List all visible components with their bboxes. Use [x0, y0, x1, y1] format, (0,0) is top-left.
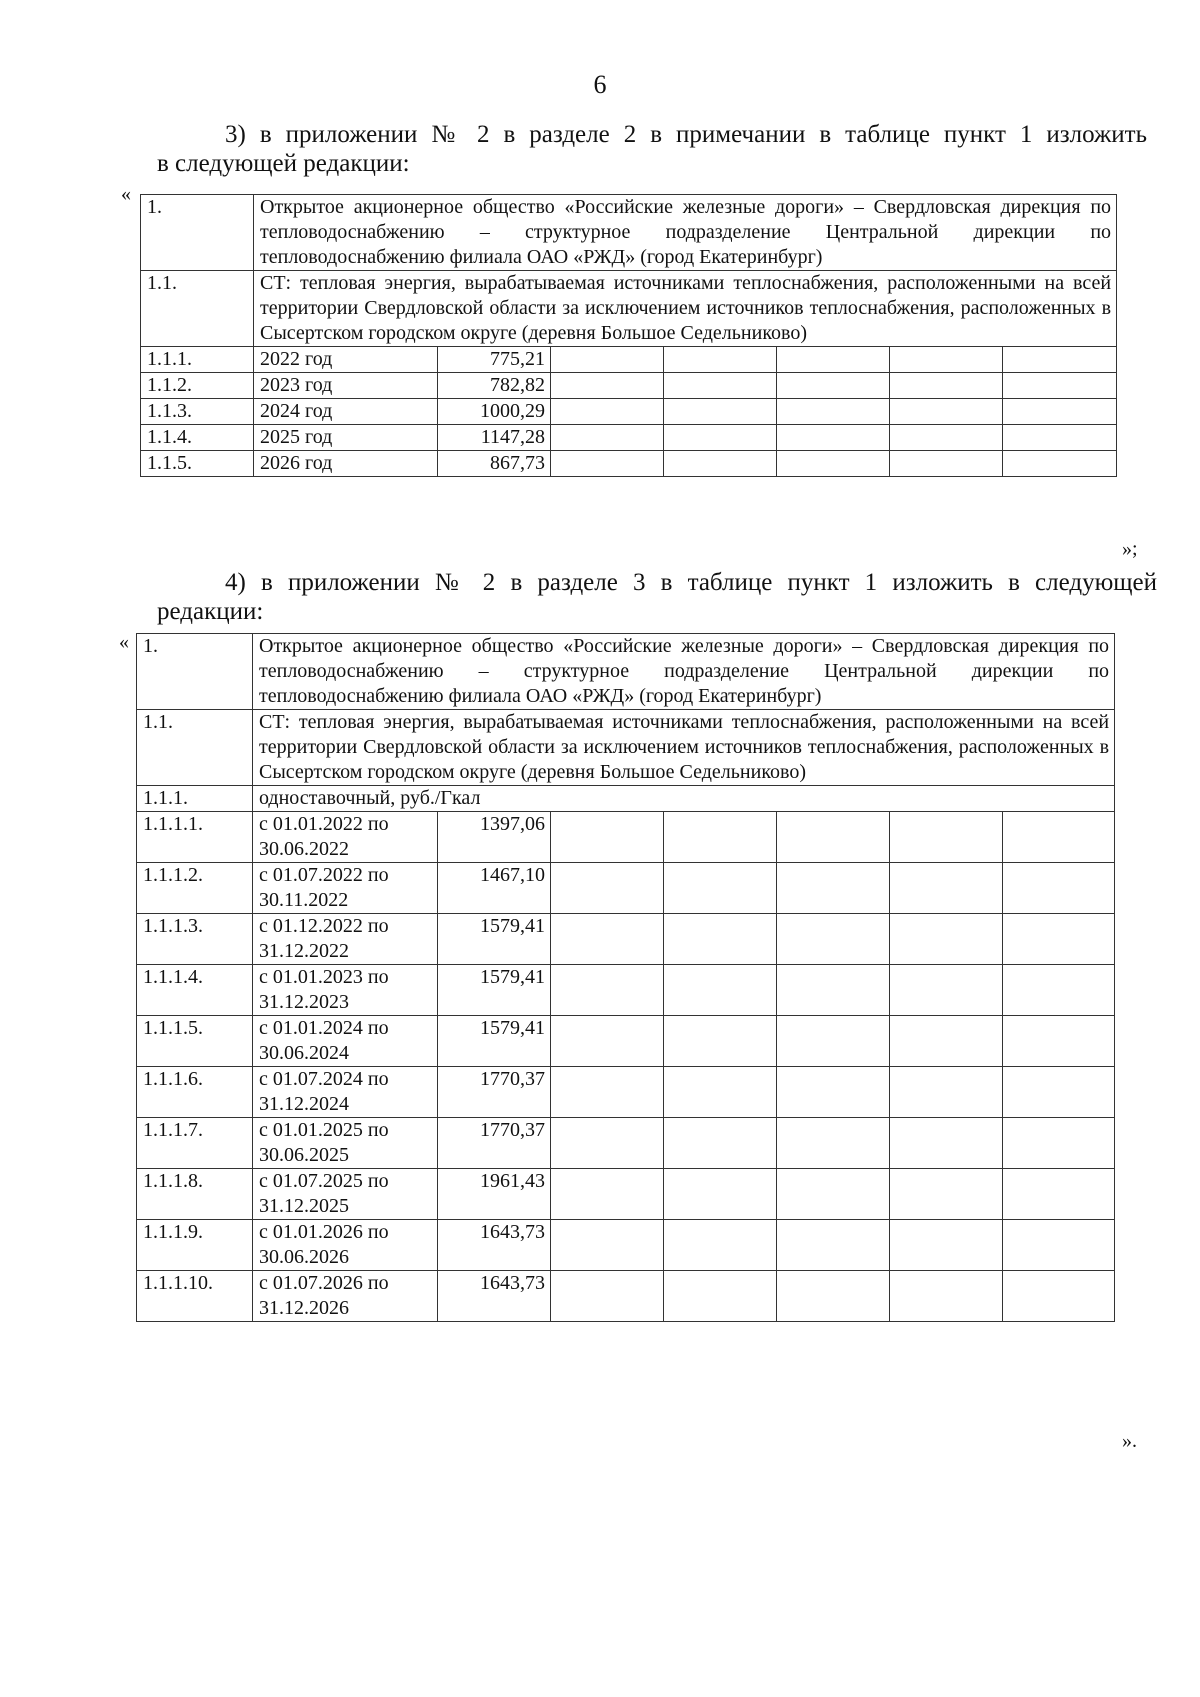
tariff-value: 775,21 — [438, 347, 551, 373]
empty-cell — [664, 1220, 777, 1271]
table-row — [137, 965, 1115, 1016]
section4-intro — [157, 568, 1157, 626]
period: с 01.07.2026 по 31.12.2026 — [253, 1271, 438, 1322]
item-number: 1.1.1. — [137, 786, 253, 812]
table-row — [137, 1016, 1115, 1067]
row-number: 1.1.3. — [141, 399, 254, 425]
empty-cell — [664, 863, 777, 914]
empty-cell — [890, 1169, 1003, 1220]
empty-cell — [551, 373, 664, 399]
empty-cell — [777, 812, 890, 863]
period: с 01.01.2025 по 30.06.2025 — [253, 1118, 438, 1169]
empty-cell — [551, 1016, 664, 1067]
tariff-value: 1467,10 — [438, 863, 551, 914]
table-row — [137, 1118, 1115, 1169]
empty-cell — [890, 373, 1003, 399]
empty-cell — [551, 425, 664, 451]
table-row — [137, 710, 1115, 786]
empty-cell — [664, 425, 777, 451]
empty-cell — [890, 1067, 1003, 1118]
empty-cell — [664, 373, 777, 399]
row-number: 1.1.1.10. — [137, 1271, 253, 1322]
empty-cell — [551, 812, 664, 863]
empty-cell — [1003, 1169, 1115, 1220]
section3-intro-line1: 3) в приложении № 2 в разделе 2 в примечании в таблице пункт 1 изложить — [225, 121, 1147, 148]
empty-cell — [1003, 1067, 1115, 1118]
empty-cell — [777, 347, 890, 373]
heat-source-description: СТ: тепловая энергия, вырабатываемая источниками теплоснабжения, расположенными на всей территории Свердловской области за исключением источников теплоснабжения, расположенных в Сысертском городском округе (деревня Большое Седельниково) — [253, 710, 1115, 786]
empty-cell — [1003, 965, 1115, 1016]
period: с 01.01.2024 по 30.06.2024 — [253, 1016, 438, 1067]
empty-cell — [664, 1016, 777, 1067]
empty-cell — [890, 1118, 1003, 1169]
table-row — [141, 373, 1117, 399]
period: 2022 год — [254, 347, 438, 373]
period: 2025 год — [254, 425, 438, 451]
organization-name: Открытое акционерное общество «Российские железные дороги» – Свердловская дирекция по тепловодоснабжению – структурное подразделение Центральной дирекции по тепловодоснабжению филиала ОАО «РЖД» (город Екатеринбург) — [253, 634, 1115, 710]
tariff-value: 1579,41 — [438, 965, 551, 1016]
empty-cell — [777, 399, 890, 425]
rate-type: одноставочный, руб./Гкал — [253, 786, 1115, 812]
row-number: 1.1.5. — [141, 451, 254, 477]
row-number: 1.1.1.4. — [137, 965, 253, 1016]
organization-name: Открытое акционерное общество «Российские железные дороги» – Свердловская дирекция по тепловодоснабжению – структурное подразделение Центральной дирекции по тепловодоснабжению филиала ОАО «РЖД» (город Екатеринбург) — [254, 195, 1117, 271]
empty-cell — [664, 347, 777, 373]
empty-cell — [777, 373, 890, 399]
empty-cell — [1003, 1220, 1115, 1271]
empty-cell — [551, 1118, 664, 1169]
period: с 01.01.2026 по 30.06.2026 — [253, 1220, 438, 1271]
empty-cell — [777, 1067, 890, 1118]
empty-cell — [890, 1220, 1003, 1271]
tariff-value: 1147,28 — [438, 425, 551, 451]
table-row — [141, 195, 1117, 271]
row-number: 1.1.1. — [141, 347, 254, 373]
section4-intro-line1: 4) в приложении № 2 в разделе 3 в таблице пункт 1 изложить в следующей — [225, 569, 1157, 596]
empty-cell — [777, 1271, 890, 1322]
empty-cell — [1003, 399, 1117, 425]
empty-cell — [890, 914, 1003, 965]
table-row — [141, 451, 1117, 477]
empty-cell — [551, 1220, 664, 1271]
table-row — [137, 1271, 1115, 1322]
row-number: 1.1.1.5. — [137, 1016, 253, 1067]
empty-cell — [777, 425, 890, 451]
table-row — [137, 1169, 1115, 1220]
empty-cell — [890, 451, 1003, 477]
empty-cell — [890, 1016, 1003, 1067]
section4-open-quote: « — [119, 631, 129, 653]
empty-cell — [777, 451, 890, 477]
empty-cell — [890, 347, 1003, 373]
row-number: 1.1.2. — [141, 373, 254, 399]
section4-table — [136, 633, 1115, 1322]
empty-cell — [1003, 425, 1117, 451]
section3-close-quote: »; — [1122, 538, 1138, 560]
empty-cell — [551, 1271, 664, 1322]
tariff-value: 1579,41 — [438, 1016, 551, 1067]
period: с 01.07.2022 по 30.11.2022 — [253, 863, 438, 914]
period: 2026 год — [254, 451, 438, 477]
empty-cell — [1003, 914, 1115, 965]
table-row — [137, 1220, 1115, 1271]
section3-open-quote: « — [121, 183, 131, 205]
empty-cell — [777, 914, 890, 965]
table-row — [137, 634, 1115, 710]
empty-cell — [777, 1220, 890, 1271]
row-number: 1.1.1.1. — [137, 812, 253, 863]
table-row — [141, 425, 1117, 451]
empty-cell — [777, 1118, 890, 1169]
empty-cell — [777, 965, 890, 1016]
row-number: 1.1.1.7. — [137, 1118, 253, 1169]
empty-cell — [890, 965, 1003, 1016]
section3-intro-line2: в следующей редакции: — [157, 150, 410, 177]
section4-intro-line2: редакции: — [157, 598, 264, 625]
empty-cell — [890, 812, 1003, 863]
empty-cell — [551, 1169, 664, 1220]
table-row — [137, 1067, 1115, 1118]
tariff-value: 1961,43 — [438, 1169, 551, 1220]
empty-cell — [664, 914, 777, 965]
empty-cell — [551, 347, 664, 373]
row-number: 1.1.1.3. — [137, 914, 253, 965]
period: с 01.07.2025 по 31.12.2025 — [253, 1169, 438, 1220]
period: 2023 год — [254, 373, 438, 399]
empty-cell — [551, 914, 664, 965]
empty-cell — [664, 1271, 777, 1322]
period: с 01.01.2023 по 31.12.2023 — [253, 965, 438, 1016]
tariff-value: 1643,73 — [438, 1271, 551, 1322]
table-row — [141, 399, 1117, 425]
empty-cell — [551, 1067, 664, 1118]
row-number: 1.1.1.2. — [137, 863, 253, 914]
period: с 01.01.2022 по 30.06.2022 — [253, 812, 438, 863]
empty-cell — [551, 399, 664, 425]
empty-cell — [664, 965, 777, 1016]
table-row — [137, 914, 1115, 965]
table-row — [137, 786, 1115, 812]
page-number: 6 — [593, 70, 607, 99]
empty-cell — [664, 1118, 777, 1169]
empty-cell — [1003, 373, 1117, 399]
empty-cell — [551, 965, 664, 1016]
period: 2024 год — [254, 399, 438, 425]
item-number: 1. — [137, 634, 253, 710]
empty-cell — [777, 1016, 890, 1067]
empty-cell — [890, 863, 1003, 914]
tariff-value: 867,73 — [438, 451, 551, 477]
row-number: 1.1.4. — [141, 425, 254, 451]
empty-cell — [1003, 347, 1117, 373]
tariff-value: 1770,37 — [438, 1118, 551, 1169]
row-number: 1.1.1.9. — [137, 1220, 253, 1271]
item-number: 1. — [141, 195, 254, 271]
empty-cell — [890, 399, 1003, 425]
period: с 01.07.2024 по 31.12.2024 — [253, 1067, 438, 1118]
empty-cell — [551, 863, 664, 914]
empty-cell — [777, 1169, 890, 1220]
tariff-value: 1397,06 — [438, 812, 551, 863]
period: с 01.12.2022 по 31.12.2022 — [253, 914, 438, 965]
tariff-value: 1643,73 — [438, 1220, 551, 1271]
table-row — [141, 271, 1117, 347]
empty-cell — [777, 863, 890, 914]
item-number: 1.1. — [141, 271, 254, 347]
empty-cell — [551, 451, 664, 477]
tariff-value: 782,82 — [438, 373, 551, 399]
empty-cell — [664, 399, 777, 425]
empty-cell — [890, 425, 1003, 451]
section4-close-quote: ». — [1122, 1430, 1137, 1452]
tariff-value: 1770,37 — [438, 1067, 551, 1118]
heat-source-description: СТ: тепловая энергия, вырабатываемая источниками теплоснабжения, расположенными на всей территории Свердловской области за исключением источников теплоснабжения, расположенных в Сысертском городском округе (деревня Большое Седельниково) — [254, 271, 1117, 347]
empty-cell — [1003, 812, 1115, 863]
empty-cell — [1003, 1271, 1115, 1322]
empty-cell — [664, 1067, 777, 1118]
tariff-value: 1579,41 — [438, 914, 551, 965]
table-row — [137, 812, 1115, 863]
empty-cell — [890, 1271, 1003, 1322]
tariff-value: 1000,29 — [438, 399, 551, 425]
empty-cell — [1003, 451, 1117, 477]
empty-cell — [664, 1169, 777, 1220]
empty-cell — [1003, 863, 1115, 914]
table-row — [141, 347, 1117, 373]
empty-cell — [664, 812, 777, 863]
row-number: 1.1.1.8. — [137, 1169, 253, 1220]
item-number: 1.1. — [137, 710, 253, 786]
section3-table — [140, 194, 1117, 477]
row-number: 1.1.1.6. — [137, 1067, 253, 1118]
empty-cell — [1003, 1118, 1115, 1169]
empty-cell — [1003, 1016, 1115, 1067]
section3-intro — [157, 120, 1147, 178]
table-row — [137, 863, 1115, 914]
empty-cell — [664, 451, 777, 477]
